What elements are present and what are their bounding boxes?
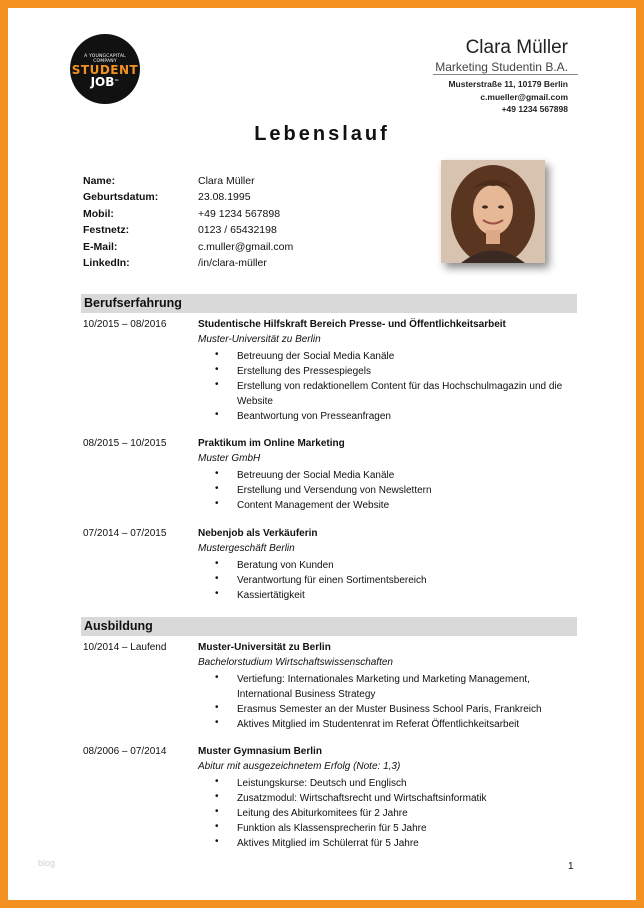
entry-date: 07/2014 – 07/2015 bbox=[83, 528, 167, 539]
bullet-dot: • bbox=[215, 498, 219, 509]
header-phone: +49 1234 567898 bbox=[501, 104, 568, 114]
entry-organization: Bachelorstudium Wirtschaftswissenschaften bbox=[198, 657, 393, 668]
header-subtitle: Marketing Studentin B.A. bbox=[435, 60, 568, 74]
bullet-text: Erstellung von redaktionellem Content für das Hochschulmagazin und die Website bbox=[237, 381, 563, 407]
bullet-text: Erstellung und Versendung von Newslettern bbox=[237, 485, 432, 496]
personal-label: LinkedIn: bbox=[83, 257, 130, 269]
bullet-dot: • bbox=[215, 821, 219, 832]
entry-date: 08/2015 – 10/2015 bbox=[83, 438, 167, 449]
bullet-dot: • bbox=[215, 791, 219, 802]
watermark: blog bbox=[38, 858, 56, 868]
section-title-education: Ausbildung bbox=[84, 619, 153, 633]
bullet-dot: • bbox=[215, 558, 219, 569]
header-email: c.mueller@gmail.com bbox=[480, 92, 568, 102]
bullet-text: Content Management der Website bbox=[237, 500, 390, 511]
bullet-dot: • bbox=[215, 588, 219, 599]
bullet-dot: • bbox=[215, 836, 219, 847]
entry-title: Muster-Universität zu Berlin bbox=[198, 642, 331, 653]
bullet-dot: • bbox=[215, 573, 219, 584]
bullet-text: Leitung des Abiturkomitees für 2 Jahre bbox=[237, 808, 408, 819]
entry-title: Studentische Hilfskraft Bereich Presse- und Öffentlichkeitsarbeit bbox=[198, 319, 506, 330]
bullet-text: Aktives Mitglied im Schülerrat für 5 Jahre bbox=[237, 838, 419, 849]
bullet-dot: • bbox=[215, 364, 219, 375]
portrait-image bbox=[441, 160, 545, 263]
bullet-dot: • bbox=[215, 702, 219, 713]
personal-value: c.muller@gmail.com bbox=[198, 241, 294, 253]
personal-value: 0123 / 65432198 bbox=[198, 224, 277, 236]
entry-title: Nebenjob als Verkäuferin bbox=[198, 528, 318, 539]
bullet-dot: • bbox=[215, 806, 219, 817]
entry-title: Muster Gymnasium Berlin bbox=[198, 746, 322, 757]
header-address: Musterstraße 11, 10179 Berlin bbox=[448, 79, 568, 89]
header-name: Clara Müller bbox=[465, 37, 568, 58]
bullet-dot: • bbox=[215, 379, 219, 390]
bullet-text: Beratung von Kunden bbox=[237, 560, 334, 571]
bullet-text: Betreuung der Social Media Kanäle bbox=[237, 351, 395, 362]
page-number: 1 bbox=[568, 861, 574, 872]
entry-organization: Muster-Universität zu Berlin bbox=[198, 334, 321, 345]
logo-tm: ™ bbox=[114, 79, 120, 85]
bullet-dot: • bbox=[215, 776, 219, 787]
bullet-text: Beantwortung von Presseanfragen bbox=[237, 411, 391, 422]
bullet-dot: • bbox=[215, 409, 219, 420]
document-title: Lebenslauf bbox=[254, 123, 390, 145]
bullet-text: Zusatzmodul: Wirtschaftsrecht und Wirtschaftsinformatik bbox=[237, 793, 487, 804]
personal-label: Festnetz: bbox=[83, 224, 130, 236]
entry-title: Praktikum im Online Marketing bbox=[198, 438, 345, 449]
personal-label: Geburtsdatum: bbox=[83, 191, 159, 203]
personal-value: Clara Müller bbox=[198, 175, 255, 187]
bullet-text: Funktion als Klassensprecherin für 5 Jahre bbox=[237, 823, 427, 834]
entry-date: 08/2006 – 07/2014 bbox=[83, 746, 167, 757]
bullet-text: Betreuung der Social Media Kanäle bbox=[237, 470, 395, 481]
bullet-dot: • bbox=[215, 468, 219, 479]
section-title-experience: Berufserfahrung bbox=[84, 296, 182, 310]
personal-value: 23.08.1995 bbox=[198, 191, 251, 203]
profile-photo bbox=[441, 160, 545, 263]
personal-value: /in/clara-müller bbox=[198, 257, 267, 269]
logo-job: JOB bbox=[90, 75, 115, 89]
entry-organization: Mustergeschäft Berlin bbox=[198, 543, 295, 554]
logo-line1: A YOUNGCAPITAL bbox=[84, 54, 126, 59]
bullet-text: Erasmus Semester an der Muster Business School Paris, Frankreich bbox=[237, 704, 542, 715]
personal-value: +49 1234 567898 bbox=[198, 208, 281, 220]
entry-organization: Abitur mit ausgezeichnetem Erfolg (Note: 1,3) bbox=[198, 761, 401, 772]
section-header-experience bbox=[81, 294, 577, 313]
bullet-dot: • bbox=[215, 717, 219, 728]
bullet-text: Verantwortung für einen Sortimentsbereich bbox=[237, 575, 427, 586]
studentjob-logo bbox=[70, 34, 140, 104]
bullet-text: Leistungskurse: Deutsch und Englisch bbox=[237, 778, 407, 789]
bullet-dot: • bbox=[215, 349, 219, 360]
bullet-text: Erstellung des Pressespiegels bbox=[237, 366, 371, 377]
entry-organization: Muster GmbH bbox=[198, 453, 261, 464]
cv-page bbox=[8, 8, 636, 900]
entry-date: 10/2014 – Laufend bbox=[83, 642, 167, 653]
personal-label: Mobil: bbox=[83, 208, 114, 220]
personal-label: Name: bbox=[83, 175, 116, 187]
bullet-text: Vertiefung: Internationales Marketing und Marketing Management, International Business Strategy bbox=[237, 674, 530, 700]
section-header-education bbox=[81, 617, 577, 636]
bullet-text: Aktives Mitglied im Studentenrat im Referat Öffentlichkeitsarbeit bbox=[237, 719, 520, 730]
logo-line2: COMPANY bbox=[93, 59, 117, 64]
bullet-dot: • bbox=[215, 483, 219, 494]
personal-label: E-Mail: bbox=[83, 241, 118, 253]
header-divider bbox=[433, 74, 578, 75]
entry-date: 10/2015 – 08/2016 bbox=[83, 319, 167, 330]
bullet-text: Kassiertätigkeit bbox=[237, 590, 305, 601]
logo-student: STUDENT bbox=[71, 63, 139, 77]
bullet-dot: • bbox=[215, 672, 219, 683]
